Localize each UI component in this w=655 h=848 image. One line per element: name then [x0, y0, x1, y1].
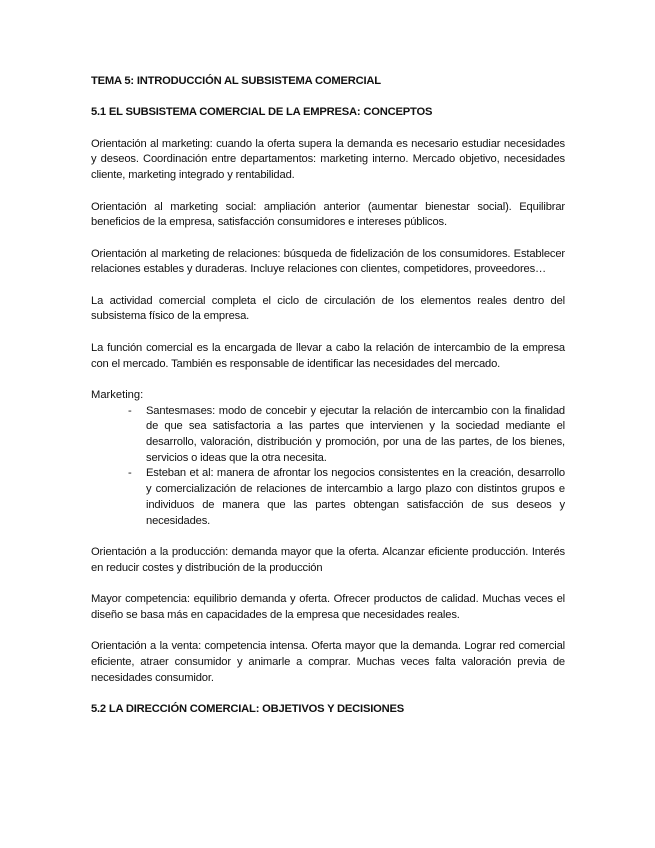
- marketing-label: Marketing:: [91, 388, 144, 401]
- paragraph-greater-competition: Mayor competencia: equilibrio demanda y oferta. Ofrecer productos de calidad. Muchas veces el diseño se basa más en capacidades de la empresa que necesidades reales.: [91, 593, 565, 621]
- paragraph-production-orientation: Orientación a la producción: demanda mayor que la oferta. Alcanzar eficiente producción. Interés en reducir costes y distribución de la producción: [91, 545, 565, 574]
- paragraph-social-marketing: Orientación al marketing social: ampliación anterior (aumentar bienestar social). Equilibrar beneficios de la empresa, satisfacción consumidores e intereses públicos.: [91, 200, 565, 229]
- list-item: [128, 404, 565, 467]
- marketing-definitions-list: [91, 404, 565, 530]
- section-heading-5-1: 5.1 EL SUBSISTEMA COMERCIAL DE LA EMPRESA: CONCEPTOS: [91, 106, 433, 119]
- list-item-text: Esteban et al: manera de afrontar los negocios consistentes en la creación, desarrollo y comercialización de relaciones de intercambio a largo plazo con distintos grupos e individuos de manera que las partes obtengan satisfacción de sus deseos y necesidades.: [146, 467, 565, 527]
- paragraph-commercial-function: La función comercial es la encargada de llevar a cabo la relación de intercambio de la empresa con el mercado. También es responsable de identificar las necesidades del mercado.: [91, 341, 565, 370]
- list-item: [128, 466, 565, 529]
- bullet-dash: -: [128, 467, 132, 480]
- document-page: [91, 74, 565, 733]
- bullet-dash: -: [128, 404, 132, 417]
- paragraph-commercial-activity: La actividad comercial completa el ciclo de circulación de los elementos reales dentro del subsistema físico de la empresa.: [91, 294, 565, 323]
- section-heading-5-2: 5.2 LA DIRECCIÓN COMERCIAL: OBJETIVOS Y DECISIONES: [91, 702, 405, 715]
- document-title: TEMA 5: INTRODUCCIÓN AL SUBSISTEMA COMERCIAL: [91, 75, 381, 87]
- paragraph-sales-orientation: Orientación a la venta: competencia intensa. Oferta mayor que la demanda. Lograr red comercial eficiente, atraer consumidor y animarle a comprar. Muchas veces falta valoración previa de necesidades consumidor.: [91, 640, 565, 684]
- list-item-text: Santesmases: modo de concebir y ejecutar la relación de intercambio con la finalidad de que sea satisfactoria a las partes que intervienen y la sociedad mediante el desarrollo, valoración, distribución y promoción, por una de las partes, de los bienes, servicios o ideas que la otra necesita.: [146, 404, 565, 464]
- paragraph-relationship-marketing: Orientación al marketing de relaciones: búsqueda de fidelización de los consumidores. Establecer relaciones estables y duraderas. Incluye relaciones con clientes, competidores, proveedores…: [91, 247, 565, 276]
- paragraph-marketing-orientation: Orientación al marketing: cuando la oferta supera la demanda es necesario estudiar necesidades y deseos. Coordinación entre departamentos: marketing interno. Mercado objetivo, necesidades cliente, marketing integrado y rentabilidad.: [91, 137, 565, 182]
